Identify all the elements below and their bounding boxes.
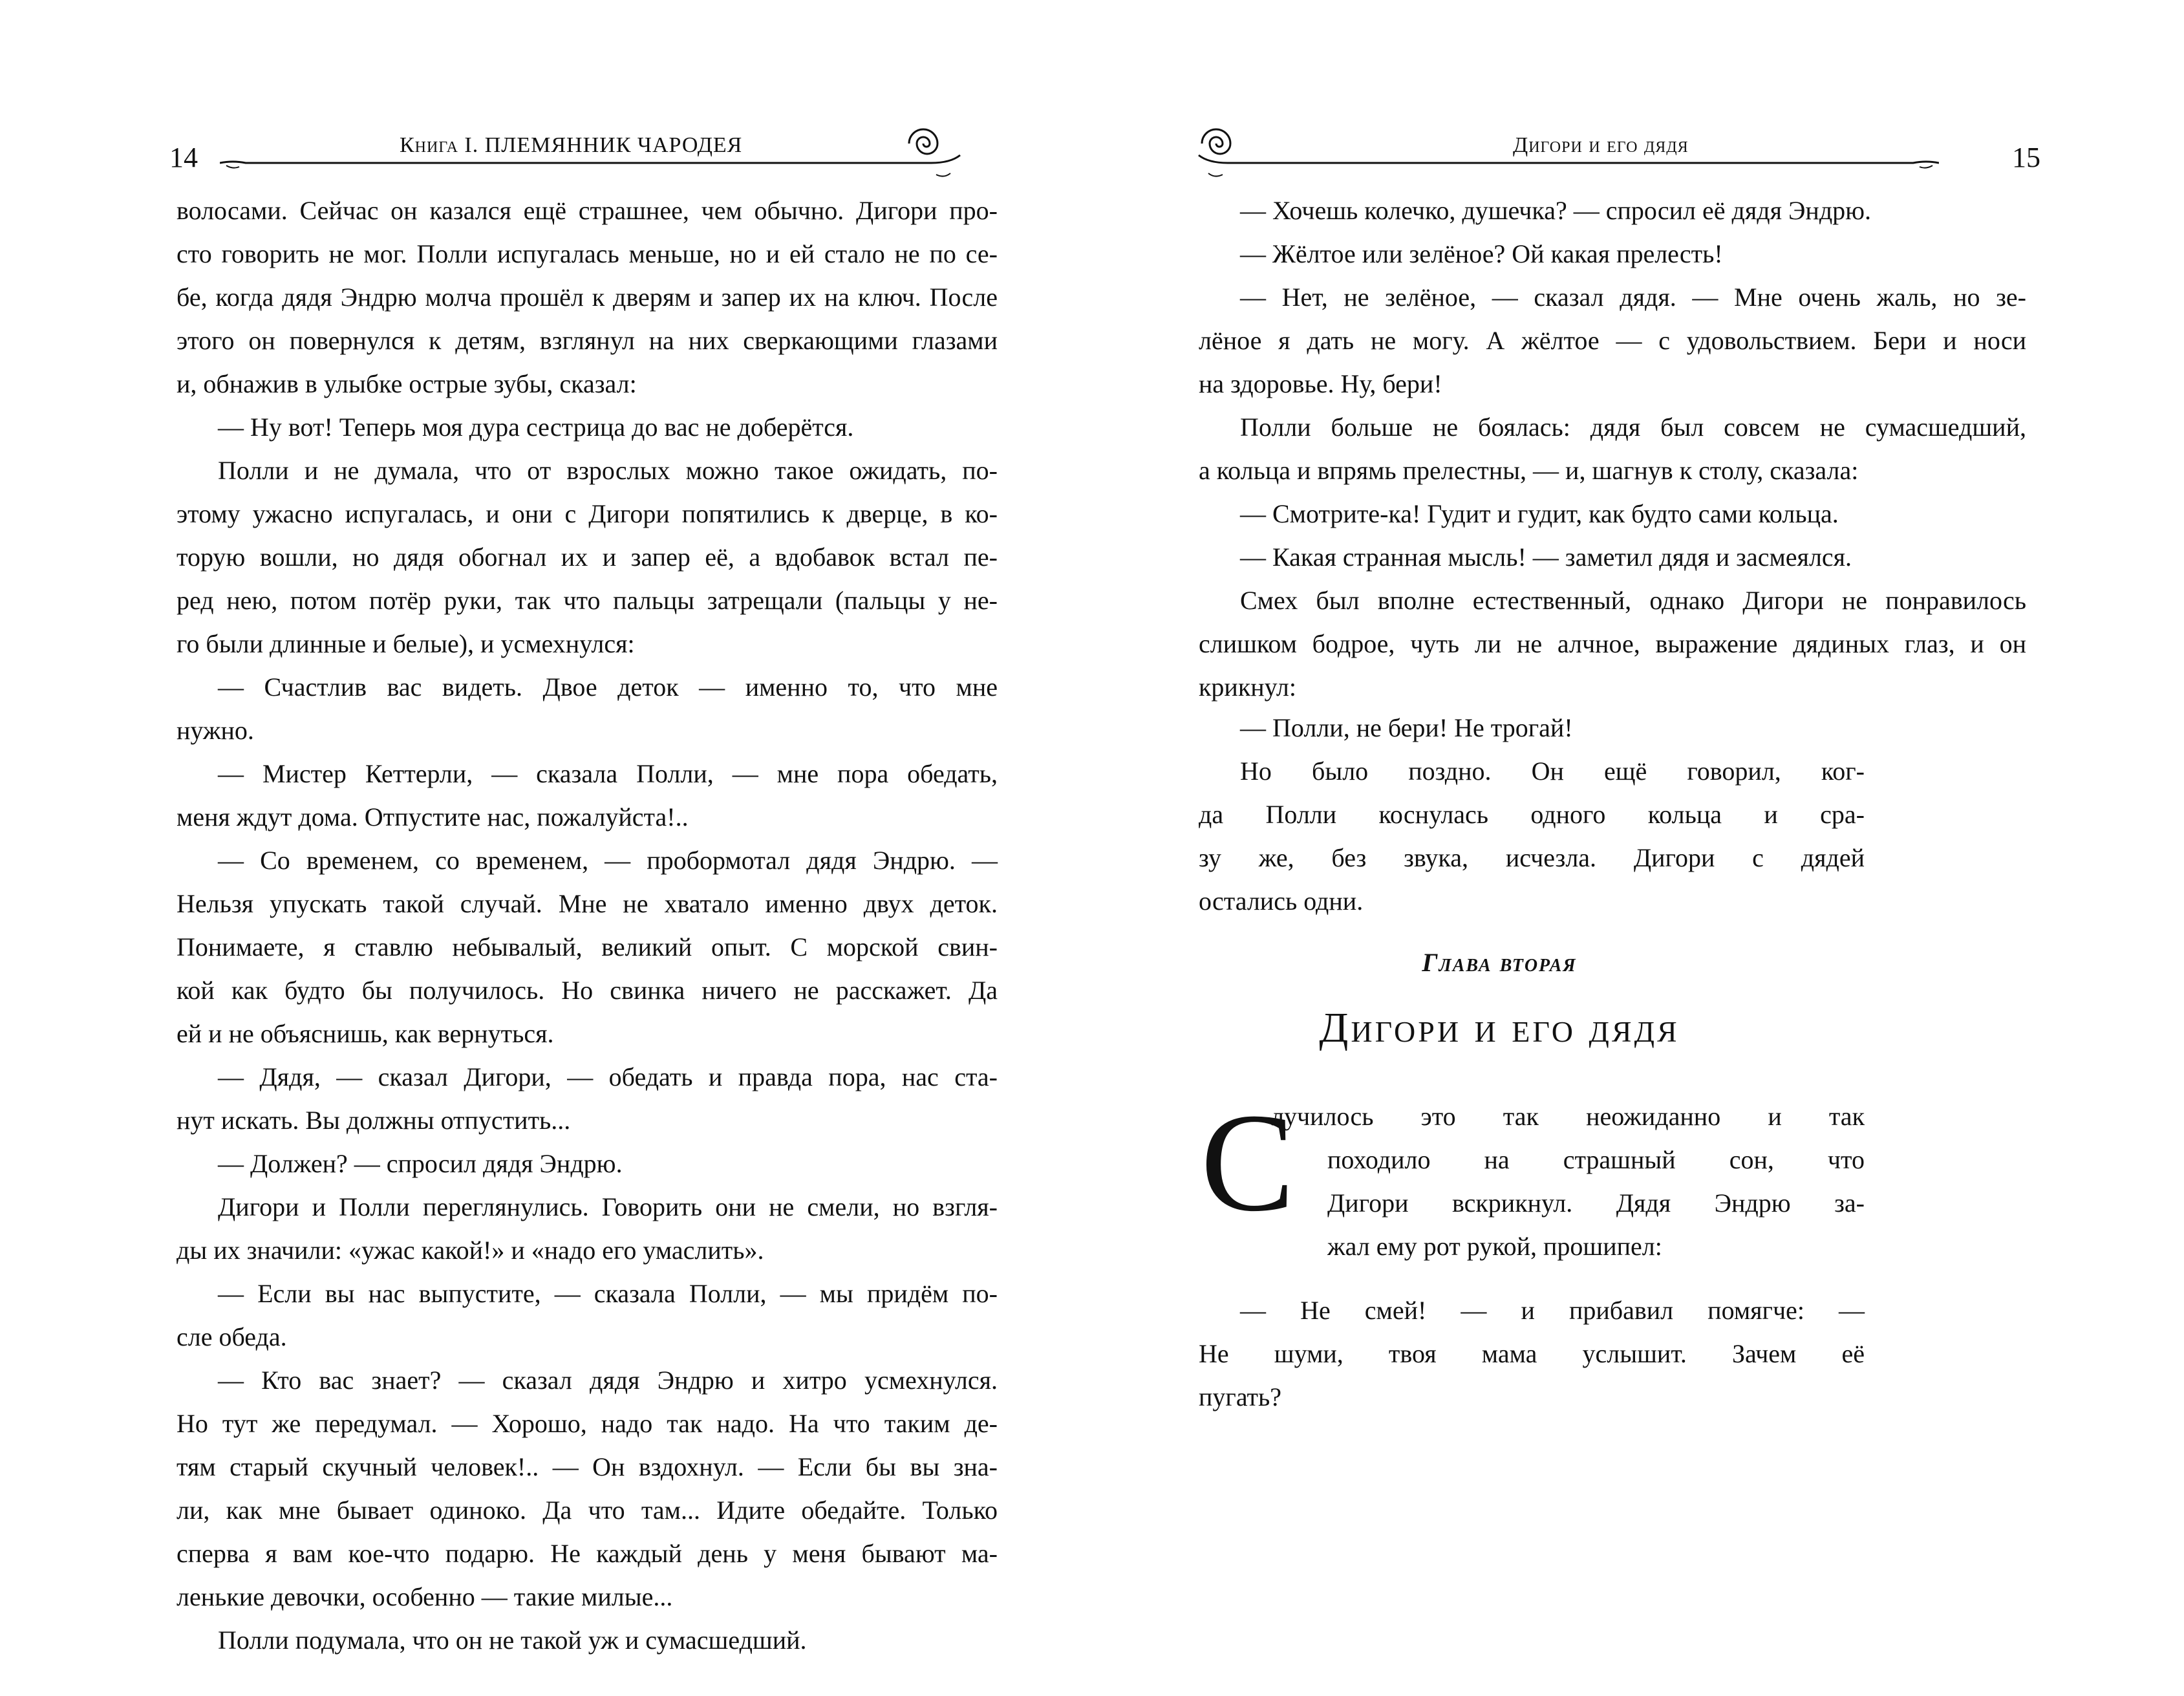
text-line: — Хочешь колечко, душечка? — спросил её дядя Эндрю. xyxy=(1240,196,1872,225)
text-line: нужно. xyxy=(177,716,254,745)
text-line: Полли подумала, что он не такой уж и сумасшедший. xyxy=(218,1626,807,1655)
text-line: этому ужасно испугалась, и они с Дигори попятились к дверце, в ко- xyxy=(177,499,998,528)
text-line: — Полли, не бери! Не трогай! xyxy=(1240,713,1573,742)
text-line: — Счастлив вас видеть. Двое деток — именно то, что мне xyxy=(218,672,998,702)
text-line: ред нею, потом потёр руки, так что пальцы затрещали (пальцы у не- xyxy=(177,586,998,615)
text-line: Но тут же передумал. — Хорошо, надо так надо. На что таким де- xyxy=(177,1409,998,1438)
page-number: 14 xyxy=(169,142,198,173)
left-body-text xyxy=(177,189,998,1662)
text-line: походило на страшный сон, что xyxy=(1327,1145,1865,1174)
text-line: волосами. Сейчас он казался ещё страшнее, чем обычно. Дигори про- xyxy=(177,196,998,225)
text-line: ленькие девочки, особенно — такие милые... xyxy=(177,1582,673,1611)
chapter-body-text xyxy=(1199,1289,1865,1419)
text-line: жал ему рот рукой, прошипел: xyxy=(1327,1232,1662,1261)
text-line: — Смотрите-ка! Гудит и гудит, как будто сами кольца. xyxy=(1240,499,1839,528)
text-line: и, обнажив в улыбке острые зубы, сказал: xyxy=(177,369,637,398)
page-number: 15 xyxy=(2012,142,2040,173)
text-line: Полли и не думала, что от взрослых можно такое ожидать, по- xyxy=(218,456,998,485)
right-body-text-narrow xyxy=(1199,706,1865,923)
text-line: бе, когда дядя Эндрю молча прошёл к дверям и запер их на ключ. После xyxy=(177,283,998,312)
text-line: торую вошли, но дядя обогнал их и запер её, а вдобавок встал пе- xyxy=(177,542,998,572)
text-line: ли, как мне бывает одиноко. Да что там... Идите обедайте. Только xyxy=(177,1496,998,1525)
text-line: тям старый скучный человек!.. — Он вздохнул. — Если бы вы зна- xyxy=(177,1452,998,1481)
running-title: Дигори и его дядя xyxy=(1513,133,1689,157)
text-line: — Если вы нас выпустите, — сказала Полли, — мы придём по- xyxy=(218,1279,998,1308)
right-page xyxy=(1092,0,2184,1696)
text-line: — Кто вас знает? — сказал дядя Эндрю и хитро усмехнулся. xyxy=(218,1366,998,1395)
text-line: го были длинные и белые), и усмехнулся: xyxy=(177,629,635,658)
text-line: сперва я вам кое-что подарю. Не каждый день у меня бывают ма- xyxy=(177,1539,998,1568)
text-line: Нельзя упускать такой случай. Мне не хватало именно двух деток. xyxy=(177,889,998,918)
text-line: Смех был вполне естественный, однако Дигори не понравилось xyxy=(1240,586,2026,615)
text-line: сле обеда. xyxy=(177,1322,287,1351)
text-line: ей и не объяснишь, как вернуться. xyxy=(177,1019,554,1048)
text-line: — Дядя, — сказал Дигори, — обедать и правда пора, нас ста- xyxy=(218,1062,998,1091)
text-line: зу же, без звука, исчезла. Дигори с дядей xyxy=(1199,843,1865,872)
text-line: — Нет, не зелёное, — сказал дядя. — Мне очень жаль, но зе- xyxy=(1240,283,2026,312)
text-line: — Не смей! — и прибавил помягче: — xyxy=(1240,1296,1865,1325)
text-line: кой как будто бы получилось. Но свинка ничего не расскажет. Да xyxy=(177,976,998,1005)
running-title: Книга I. ПЛЕМЯННИК ЧАРОДЕЯ xyxy=(400,133,743,157)
text-line: этого он повернулся к детям, взглянул на них сверкающими глазами xyxy=(177,326,998,355)
text-line: сто говорить не мог. Полли испугалась меньше, но и ей стало не по се- xyxy=(177,239,998,268)
text-line: — Должен? — спросил дядя Эндрю. xyxy=(218,1149,623,1178)
text-line: Дигори и Полли переглянулись. Говорить они не смели, но взгля- xyxy=(218,1192,998,1221)
text-line: — Со временем, со временем, — пробормотал дядя Эндрю. — xyxy=(218,846,998,875)
text-line: лучилось это так неожиданно и так xyxy=(1271,1102,1865,1131)
text-line: Не шуми, твоя мама услышит. Зачем её xyxy=(1199,1339,1865,1368)
text-line: Полли больше не боялась: дядя был совсем не сумасшедший, xyxy=(1240,413,2026,442)
text-line: Понимаете, я ставлю небывалый, великий опыт. С морской свин- xyxy=(177,932,998,961)
text-line: на здоровье. Ну, бери! xyxy=(1199,369,1442,398)
text-line: — Какая странная мысль! — заметил дядя и засмеялся. xyxy=(1240,542,1852,572)
text-line: ды их значили: «ужас какой!» и «надо его умаслить». xyxy=(177,1236,764,1265)
chapter-title: Дигори и его дядя xyxy=(1319,1004,1680,1051)
text-line: да Полли коснулась одного кольца и сра- xyxy=(1199,800,1865,829)
text-line: а кольца и впрямь прелестны, — и, шагнув к столу, сказала: xyxy=(1199,456,1859,485)
right-body-text xyxy=(1199,189,2026,709)
chapter-label: Глава вторая xyxy=(1422,948,1577,977)
text-line: — Ну вот! Теперь моя дура сестрица до вас не доберётся. xyxy=(218,413,854,442)
text-line: нут искать. Вы должны отпустить... xyxy=(177,1106,571,1135)
text-line: лёное я дать не могу. А жёлтое — с удовольствием. Бери и носи xyxy=(1199,326,2026,355)
text-line: крикнул: xyxy=(1199,672,1296,702)
text-line: остались одни. xyxy=(1199,886,1364,916)
text-line: — Жёлтое или зелёное? Ой какая прелесть! xyxy=(1240,239,1723,268)
text-line: слишком бодрое, чуть ли не алчное, выражение дядиных глаз, и он xyxy=(1199,629,2026,658)
text-line: Но было поздно. Он ещё говорил, ког- xyxy=(1240,757,1865,786)
text-line: пугать? xyxy=(1199,1382,1282,1412)
text-line: меня ждут дома. Отпустите нас, пожалуйста!.. xyxy=(177,802,689,832)
text-line: Дигори вскрикнул. Дядя Эндрю за- xyxy=(1327,1188,1865,1218)
drop-cap: С xyxy=(1201,1085,1295,1241)
text-line: — Мистер Кеттерли, — сказала Полли, — мне пора обедать, xyxy=(218,759,998,788)
